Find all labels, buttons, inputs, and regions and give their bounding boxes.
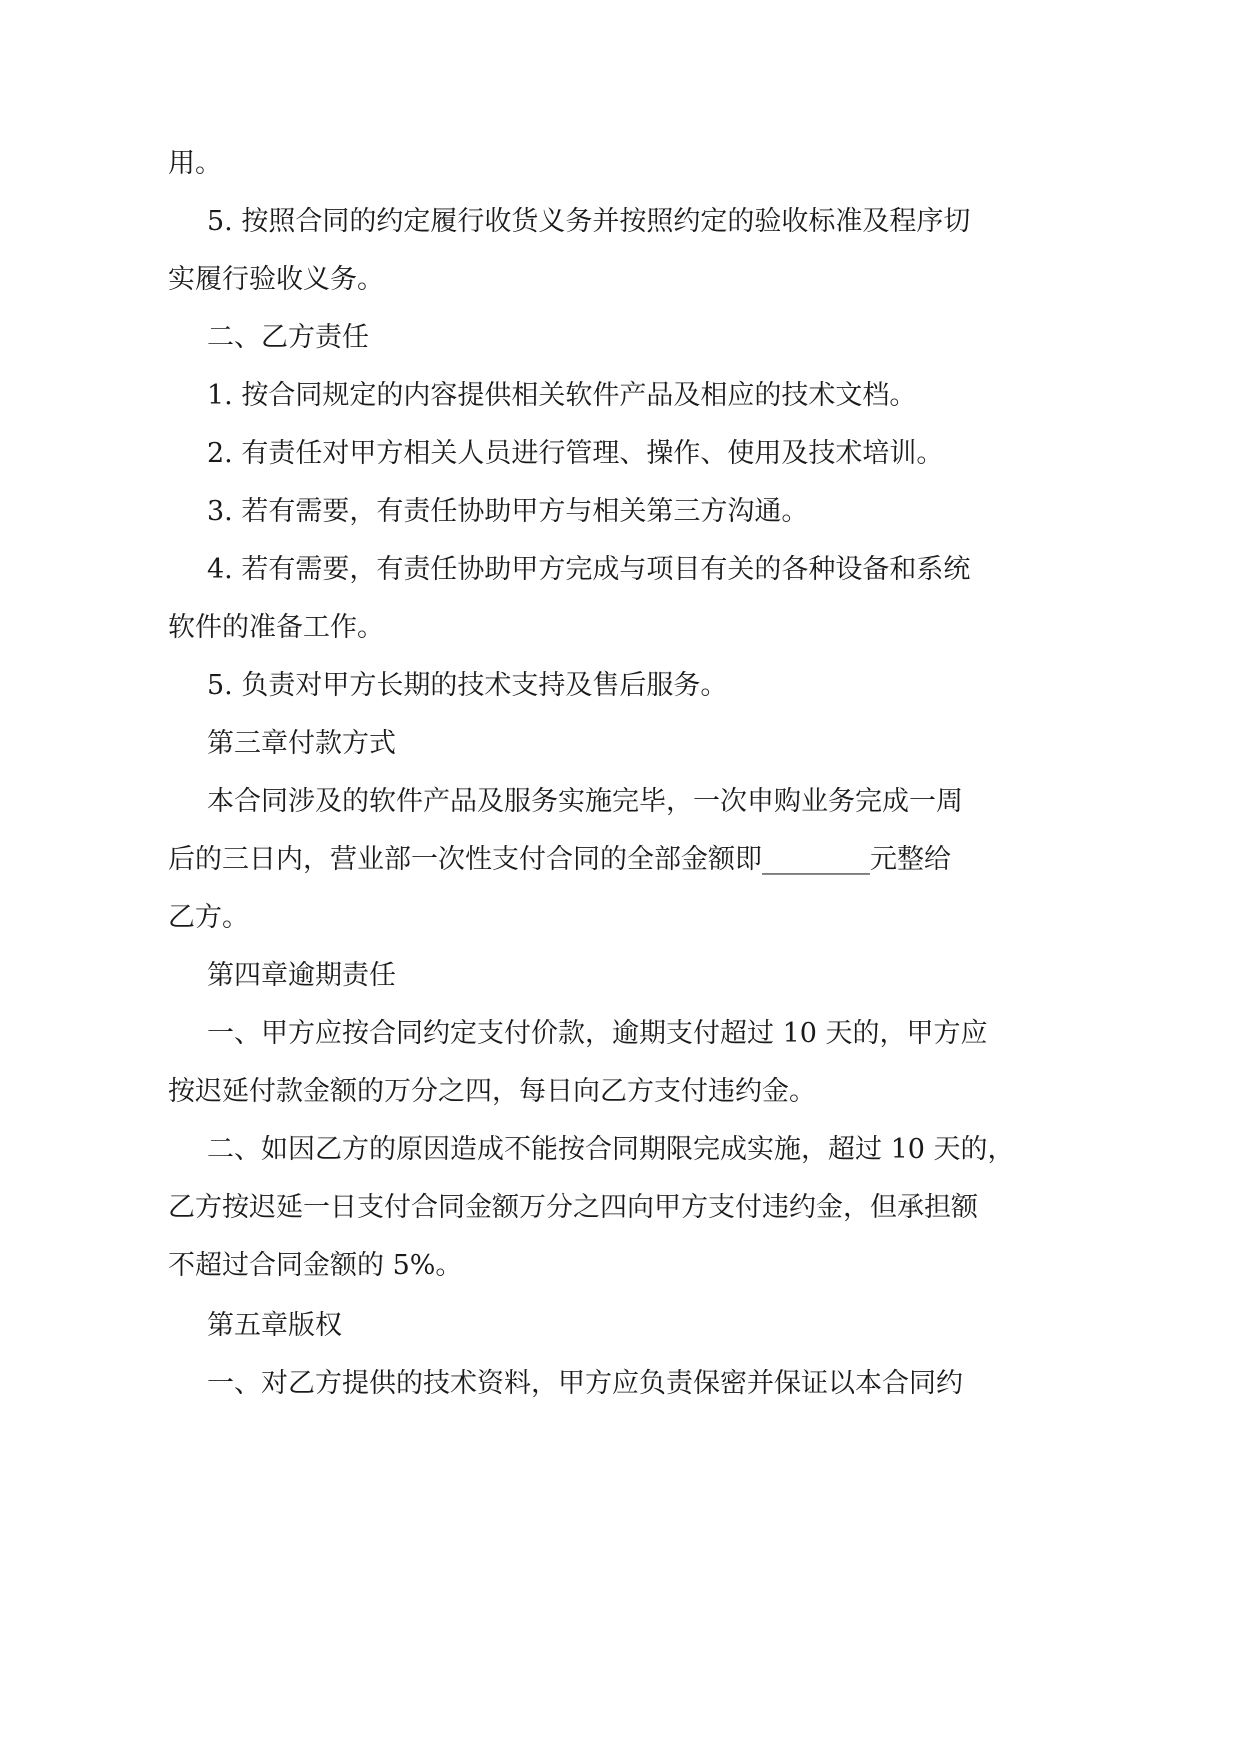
list-item: 1. 按合同规定的内容提供相关软件产品及相应的技术文档。 <box>207 380 917 411</box>
list-item: 3. 若有需要，有责任协助甲方与相关第三方沟通。 <box>207 496 809 527</box>
section-heading: 二、乙方责任 <box>207 322 369 353</box>
paragraph-line: 一、甲方应按合同约定支付价款，逾期支付超过 10 天的，甲方应 <box>207 1018 988 1049</box>
list-item: 2. 有责任对甲方相关人员进行管理、操作、使用及技术培训。 <box>207 438 944 469</box>
paragraph-line: 不超过合同金额的 5%。 <box>168 1250 463 1281</box>
list-item: 5. 负责对甲方长期的技术支持及售后服务。 <box>207 670 728 701</box>
chapter-heading: 第三章付款方式 <box>207 728 396 759</box>
paragraph-line: 本合同涉及的软件产品及服务实施完毕，一次申购业务完成一周 <box>207 786 963 817</box>
paragraph-line: 一、对乙方提供的技术资料，甲方应负责保密并保证以本合同约 <box>207 1368 963 1399</box>
chapter-heading: 第五章版权 <box>207 1310 342 1341</box>
paragraph-line: 乙方。 <box>168 902 249 933</box>
text-line: 实履行验收义务。 <box>168 264 384 295</box>
chapter-heading: 第四章逾期责任 <box>207 960 396 991</box>
paragraph-line: 后的三日内，营业部一次性支付合同的全部金额即________元整给 <box>168 844 951 875</box>
paragraph-line: 二、如因乙方的原因造成不能按合同期限完成实施，超过 10 天的， <box>207 1134 1015 1165</box>
text-line: 用。 <box>168 148 222 179</box>
list-item: 5. 按照合同的约定履行收货义务并按照约定的验收标准及程序切 <box>207 206 971 237</box>
text-line: 软件的准备工作。 <box>168 612 384 643</box>
paragraph-line: 乙方按迟延一日支付合同金额万分之四向甲方支付违约金，但承担额 <box>168 1192 978 1223</box>
paragraph-line: 按迟延付款金额的万分之四，每日向乙方支付违约金。 <box>168 1076 816 1107</box>
list-item: 4. 若有需要，有责任协助甲方完成与项目有关的各种设备和系统 <box>207 554 971 585</box>
